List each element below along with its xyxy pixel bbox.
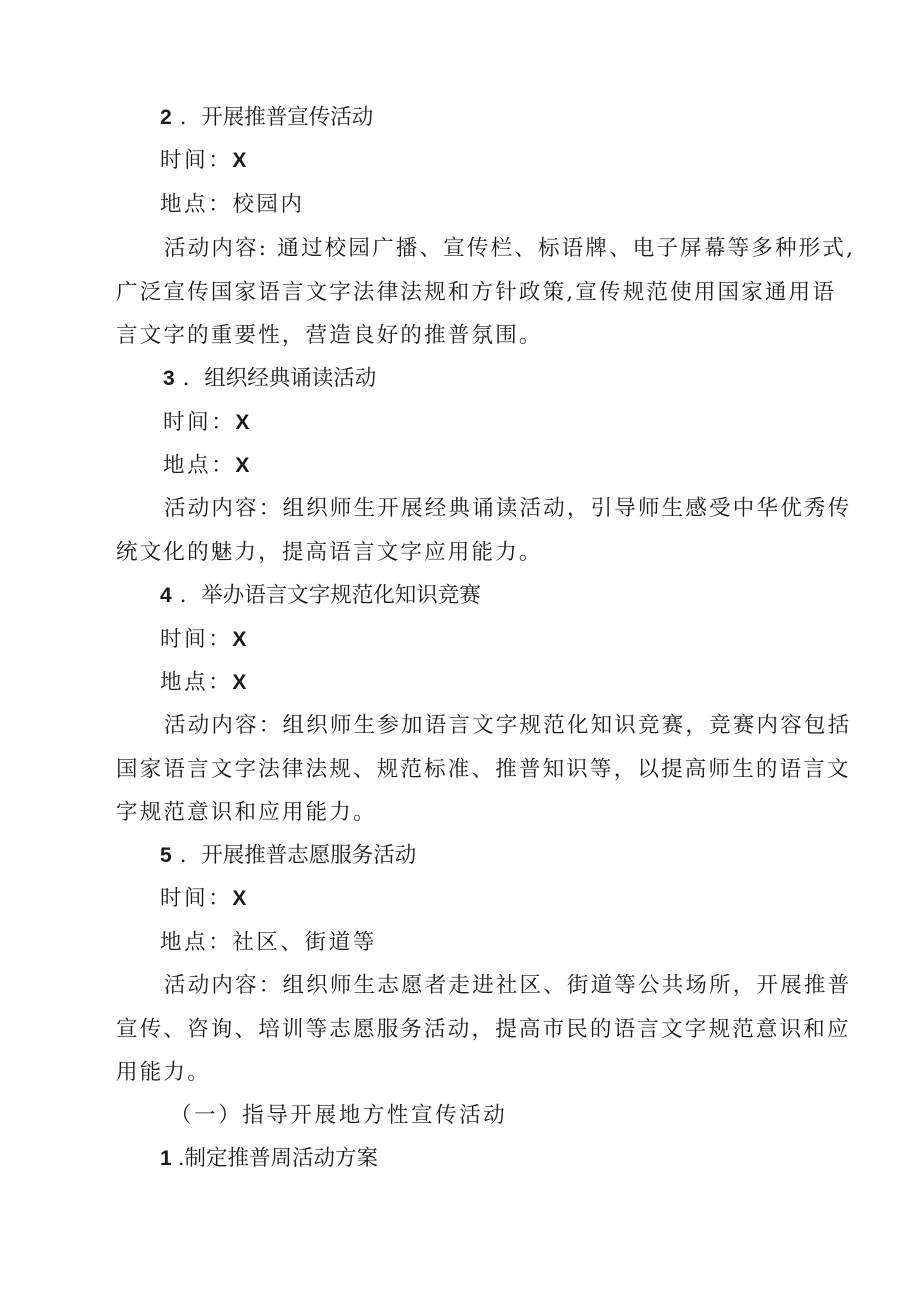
final-item-title: .制定推普周活动方案 <box>177 1146 379 1171</box>
time-line <box>160 146 246 176</box>
time-label: 时间： <box>160 627 233 652</box>
content-line: 用能力。 <box>116 1060 211 1085</box>
section-number: 5 <box>160 844 172 867</box>
subheading: （一）指导开展地方性宣传活动 <box>170 1103 508 1128</box>
place-label: 地点： <box>163 453 236 478</box>
time-label: 时间： <box>160 148 233 173</box>
place-value: 校园内 <box>232 192 305 217</box>
content-line: 字规范意识和应用能力。 <box>116 800 377 825</box>
final-item-heading <box>160 1144 378 1174</box>
time-value: X <box>232 149 247 172</box>
time-line <box>160 884 246 914</box>
time-label: 时间： <box>160 886 233 911</box>
place-label: 地点： <box>160 192 233 217</box>
section-heading <box>160 581 481 611</box>
section-number: 3 <box>163 367 175 390</box>
place-value: X <box>232 671 247 694</box>
section-title: ．组织经典诵读活动 <box>182 366 377 391</box>
section-title: ．举办语言文字规范化知识竞赛 <box>179 583 481 608</box>
place-line <box>160 668 246 698</box>
section-heading <box>160 103 373 133</box>
content-line: 广泛宣传国家语言文字法律法规和方针政策,宣传规范使用国家通用语 <box>116 280 837 305</box>
time-value: X <box>232 887 247 910</box>
content-line: 活动内容：组织师生志愿者走进社区、街道等公共场所，开展推普 <box>164 973 852 998</box>
content-line: 活动内容：组织师生开展经典诵读活动，引导师生感受中华优秀传 <box>164 496 852 521</box>
place-value: 社区、街道等 <box>232 930 377 955</box>
section-number: 4 <box>160 584 172 607</box>
content-line: 活动内容: 通过校园广播、宣传栏、标语牌、电子屏幕等多种形式, <box>164 236 856 261</box>
section-heading <box>163 364 376 394</box>
section-number: 2 <box>160 106 172 129</box>
place-line <box>160 190 305 220</box>
place-line <box>163 451 249 481</box>
content-line: 宣传、咨询、培训等志愿服务活动，提高市民的语言文字规范意识和应 <box>116 1017 851 1042</box>
place-label: 地点： <box>160 670 233 695</box>
final-item-number: 1 <box>160 1147 172 1170</box>
content-line: 国家语言文字法律法规、规范标准、推普知识等，以提高师生的语言文 <box>116 757 851 782</box>
time-value: X <box>235 411 250 434</box>
section-title: ．开展推普宣传活动 <box>179 105 374 130</box>
time-label: 时间： <box>163 410 236 435</box>
content-line: 言文字的重要性，营造良好的推普氛围。 <box>116 323 543 348</box>
content-line: 统文化的魅力，提高语言文字应用能力。 <box>116 540 543 565</box>
time-line <box>160 625 246 655</box>
place-value: X <box>235 454 250 477</box>
content-line: 活动内容：组织师生参加语言文字规范化知识竞赛，竞赛内容包括 <box>164 713 852 738</box>
place-line <box>160 928 377 958</box>
place-label: 地点： <box>160 930 233 955</box>
time-value: X <box>232 628 247 651</box>
section-heading <box>160 841 416 871</box>
section-title: ．开展推普志愿服务活动 <box>179 843 417 868</box>
time-line <box>163 408 249 438</box>
